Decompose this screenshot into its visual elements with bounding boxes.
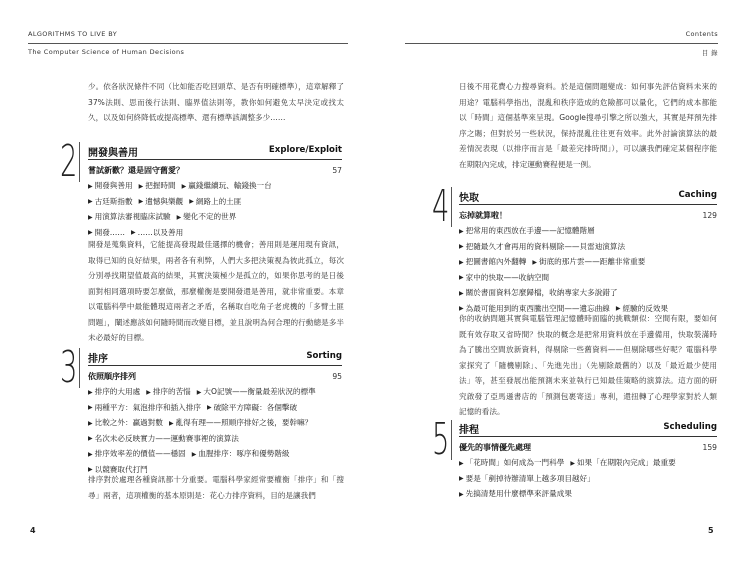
chapter-rule <box>88 159 342 160</box>
topic-item: ▶ 網路上的土匪 <box>189 196 242 206</box>
chapter-title-zh: 快取 <box>459 193 479 204</box>
topic-item: ▶ 排序效率差的價值——穩固 <box>88 449 186 459</box>
chapter-divider <box>79 348 80 388</box>
topic-item: ▶ 關於書面資料怎麼歸檔，收納專家大多說錯了 <box>459 288 618 298</box>
chapter-summary: 開發是蒐集資料，它能提高發現最佳選擇的機會；善用則是運用現有資訊，取得已知的良好結果，兩者各有利弊，人們大多把決策視為彼此孤立，每次分別尋找期望值最高的結果，其實決策極少是孤立的，如果你思考的是日後面對相同選項時要怎麼做，那麼權衡是要開發還是善用，就非常重要。本章以電腦科學中最能體現這兩者之矛盾，名稱取自吃角子老虎機的「多臂土匪問題」，闡述應該如何隨時間而改變目標，並且說明為何合理的行動總是多半未必最好的目標。 <box>88 240 344 342</box>
chapter-title-en: Explore/Exploit <box>268 145 342 155</box>
topic-row <box>88 416 344 432</box>
topic-item: ▶ 亂得有理——照順序排好之後，要幹嘛？ <box>168 418 313 428</box>
section-title: 依照順序排列 <box>88 372 136 381</box>
topic-item: ▶ ……以及善用 <box>131 227 184 237</box>
topic-item: ▶ 要是「剷掉待辦清單上越多項目越好」 <box>459 473 595 483</box>
topic-row <box>459 224 717 240</box>
topic-row <box>459 456 717 472</box>
topic-item: ▶ 把握時間 <box>138 181 176 190</box>
topic-item: ▶ 名次未必反映實力——運動賽事裡的演算法 <box>88 433 239 443</box>
section-page: 57 <box>332 166 342 175</box>
intro-paragraph: 少。依各狀況條件不同（比如能否吃回頭草、是否有明確標準），這章解釋了37%法則、思而後行法則、臨界值法則等，教你如何避免太早決定或找太久，以及如何終降低或提高標準、還有標準該調整多少…… <box>88 82 344 122</box>
chapter-title-zh: 排序 <box>88 354 108 365</box>
topic-item: ▶ 破除平方障礙：各個擊破 <box>206 402 298 412</box>
page-number: 4 <box>30 526 36 535</box>
topic-row <box>88 432 344 448</box>
header-rule <box>28 43 348 44</box>
topic-item: ▶ 變化不定的世界 <box>176 212 237 222</box>
topic-row <box>459 271 717 287</box>
chapter-divider <box>451 187 452 227</box>
topic-list <box>459 456 717 503</box>
topic-list <box>459 224 717 318</box>
chapter-title-en: Scheduling <box>663 422 717 432</box>
topic-item: ▶ 用演算法審視臨床試驗 <box>88 212 171 222</box>
chapter-number: 5 <box>432 414 450 465</box>
chapter-summary: 排序對於處理各種資訊都十分重要。電腦科學家經常要權衡「排序」和「搜尋」兩者，這項權衡的基本原則是：花心力排序資料，目的是讓我們 <box>88 475 344 500</box>
topic-list <box>88 179 344 241</box>
topic-row <box>88 179 344 195</box>
topic-item: ▶ 「花時間」如何成為一門科學 <box>459 458 565 467</box>
topic-row <box>88 401 344 417</box>
topic-item: ▶ 以競賽取代打鬥 <box>88 464 148 474</box>
right-page <box>375 0 750 562</box>
chapter-title-zh: 開發與善用 <box>88 148 138 159</box>
topic-item: ▶ 把圖書館內外翻轉 <box>459 257 527 267</box>
chapter-title-zh: 排程 <box>459 425 479 436</box>
topic-row <box>88 195 344 211</box>
section-title: 優先的事情優先處理 <box>459 443 531 452</box>
section-page: 129 <box>702 211 717 220</box>
topic-item: ▶ 街底的那片雲——距離非常重要 <box>532 257 646 267</box>
topic-item: ▶ 把常用的東西放在手邊——記憶體階層 <box>459 226 595 235</box>
topic-item: ▶ 經驗的反效果 <box>615 303 669 313</box>
chapter-rule <box>459 436 717 437</box>
section-page: 159 <box>702 443 717 452</box>
book-subtitle: The Computer Science of Human Decisions <box>28 48 185 56</box>
topic-item: ▶ 把隨最久才會再用的資料剔除——貝雷迪演算法 <box>459 241 626 251</box>
topic-row <box>459 240 717 256</box>
topic-row <box>459 472 717 488</box>
topic-row <box>459 255 717 271</box>
topic-row <box>459 286 717 302</box>
topic-item: ▶ 血腥排序：啄序和優勢階級 <box>191 449 290 459</box>
chapter-rule <box>459 204 717 205</box>
book-title: ALGORITHMS TO LIVE BY <box>28 30 118 38</box>
chapter-number: 2 <box>60 136 78 187</box>
topic-row <box>88 210 344 226</box>
topic-item: ▶ 家中的快取——收納空間 <box>459 272 550 282</box>
topic-item: ▶ 贏錢繼續玩、輸錢換一台 <box>181 181 272 190</box>
topic-item: ▶ 大O記號——衡量最差狀況的標準 <box>196 387 316 396</box>
header-rule <box>405 43 718 44</box>
chapter-title-en: Sorting <box>306 351 342 361</box>
section-title: 嘗試新歡？還是固守舊愛？ <box>88 166 184 175</box>
section-label-en: Contents <box>685 30 718 38</box>
topic-item: ▶ 兩種平方：氣泡排序和插入排序 <box>88 402 201 412</box>
chapter-number: 4 <box>432 181 450 232</box>
topic-item: ▶ 排序的大用處 <box>88 387 141 396</box>
chapter-number: 3 <box>60 342 78 393</box>
chapter-divider <box>79 142 80 182</box>
intro-paragraph: 日後不用花費心力搜尋資料。於是這個問題變成：如何事先評估資料未來的用途？電腦科學指出，混亂和秩序造成的危險都可以量化，它們的成本都能以「時間」這個基準來呈現。Google搜尋引擎之所以強大，其實是拜預先排序之賜；但對於另一些狀況，保持混亂往往更有效率。此外討論演算法的最差情況表現（以排序而言是「最差完排時間」），可以讓我們確定某個程序能在期限內完成，排定運動賽程便是一例。 <box>459 82 717 169</box>
section-title: 忘掉就算啦！ <box>459 211 507 220</box>
page-number: 5 <box>708 526 714 535</box>
chapter-title-en: Caching <box>678 190 717 200</box>
topic-item: ▶ 開發…… <box>88 227 125 237</box>
topic-row <box>459 487 717 503</box>
topic-row <box>88 447 344 463</box>
chapter-divider <box>451 420 452 460</box>
topic-item: ▶ 如果「在期限內完成」最重要 <box>570 458 676 467</box>
topic-item: ▶ 遺憾與樂觀 <box>138 196 184 206</box>
topic-item: ▶ 為最可能用到的東西騰出空間——遺忘曲線 <box>459 303 610 313</box>
topic-item: ▶ 古廷斯指數 <box>88 196 133 206</box>
chapter-summary: 你的收納問題其實與電腦管理記憶體時面臨的挑戰類似：空間有限，要如何既有效存取又省時間？快取的概念是把常用資料放在手邊備用，快取裝滿時為了騰出空間放新資料，得剔除一些舊資料——但剔除哪些好呢？電腦科學家探究了「隨機剔除」、「先進先出」（先剔除最舊的）以及「最近最少使用法」等，甚至發展出能預測未來並執行已知最佳策略的演算法。這方面的研究啟發了亞馬遜書店的「預測包裹寄送」專利，還扭轉了心理學家對於人類記憶的看法。 <box>459 314 717 416</box>
section-page: 95 <box>332 372 342 381</box>
section-label-zh: 目 錄 <box>701 49 718 57</box>
topic-item: ▶ 開發與善用 <box>88 181 133 190</box>
topic-item: ▶ 排序的苦惱 <box>146 387 191 396</box>
topic-row <box>88 385 344 401</box>
topic-item: ▶ 比較之外：贏過對數 <box>88 418 163 428</box>
topic-list <box>88 385 344 479</box>
chapter-rule <box>88 365 342 366</box>
topic-item: ▶ 先搞清楚用什麼標準來評量成果 <box>459 489 572 499</box>
